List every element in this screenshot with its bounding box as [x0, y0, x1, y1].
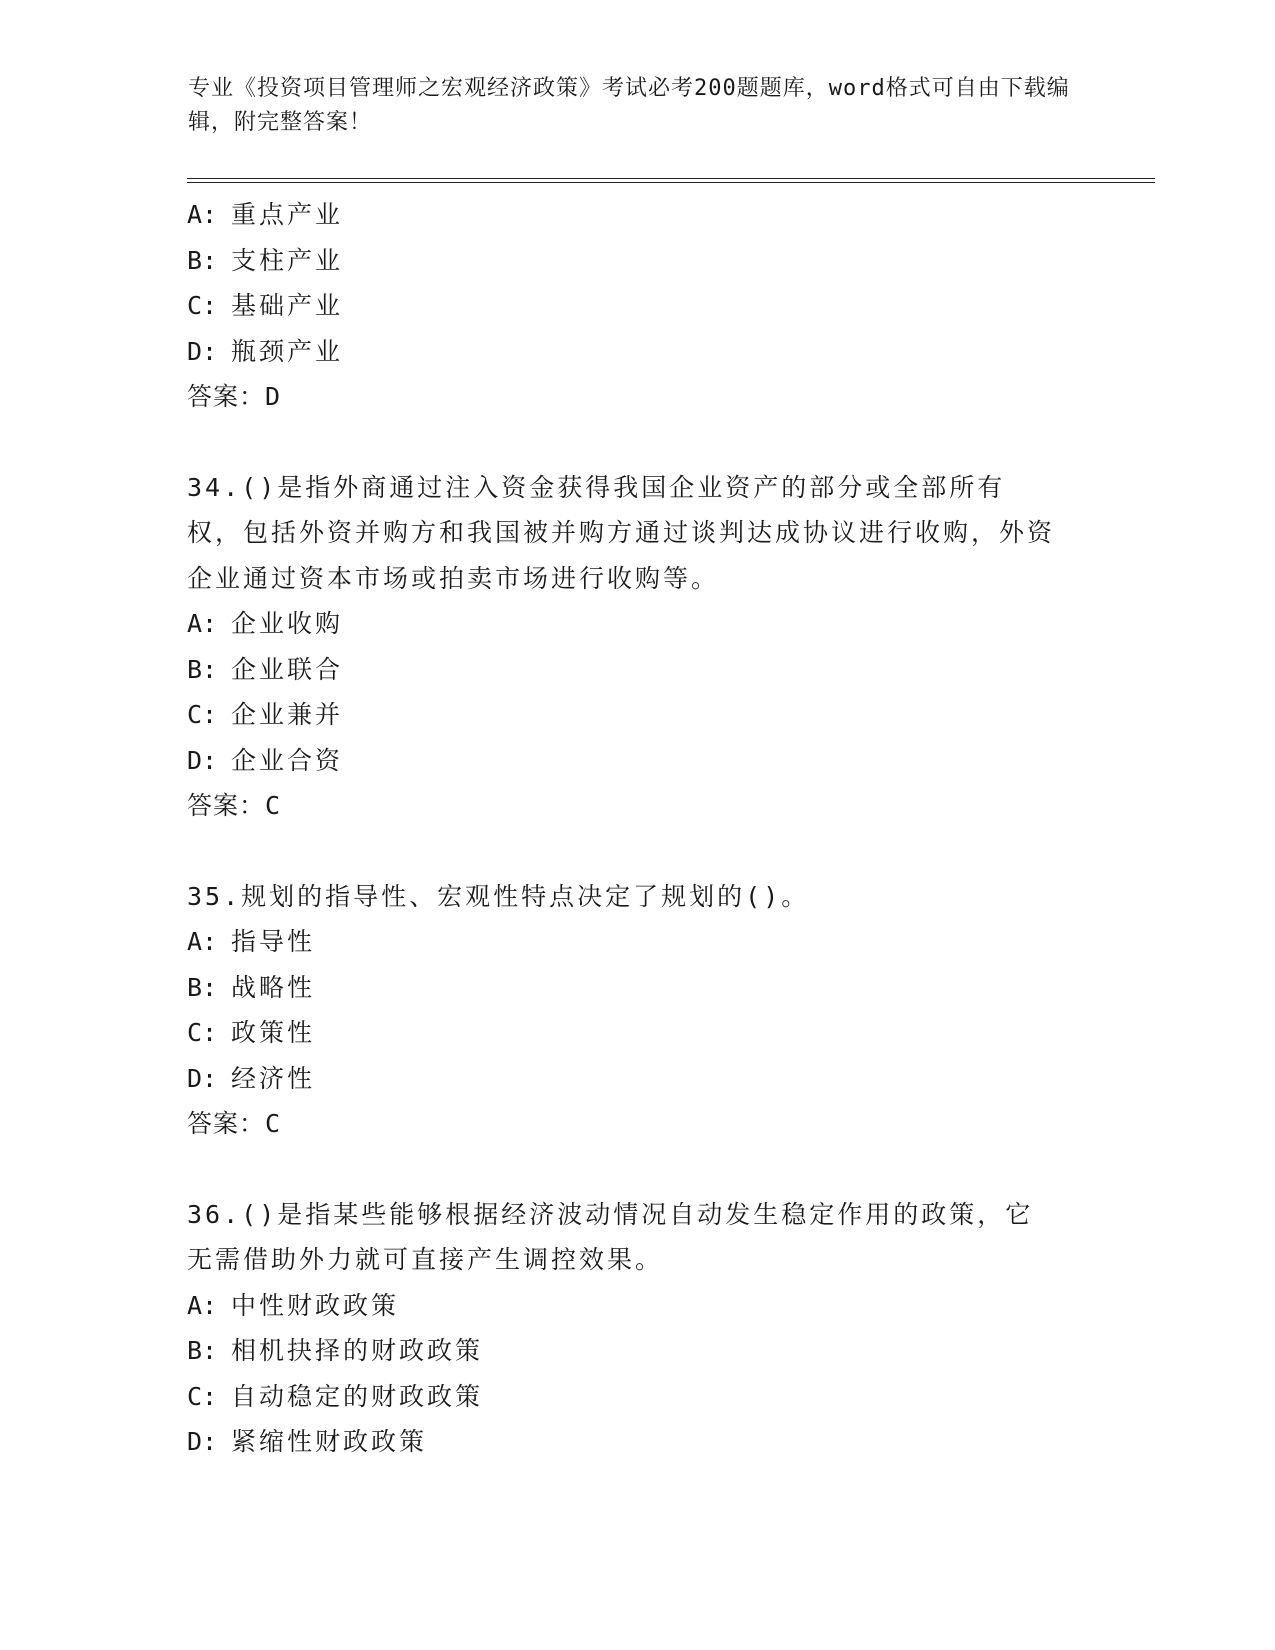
option-letter: B: [187, 654, 218, 684]
option-letter: C: [187, 1018, 218, 1047]
option-text: 企业收购 [231, 609, 344, 638]
question-text: 35.规划的指导性、宏观性特点决定了规划的()。 [187, 881, 810, 911]
option-letter: B: [187, 245, 218, 275]
question-36 [187, 1192, 1087, 1465]
option-c [187, 1374, 1087, 1420]
option-text: 瓶颈产业 [231, 336, 344, 366]
option-a [187, 192, 1087, 238]
option-text: 中性财政政策 [231, 1290, 400, 1320]
option-letter: C: [187, 291, 218, 320]
option-text: 企业兼并 [231, 700, 344, 729]
option-text: 指导性 [231, 927, 316, 956]
answer-line: 答案：C [187, 1109, 282, 1138]
option-text: 基础产业 [231, 291, 344, 320]
option-text: 紧缩性财政政策 [231, 1427, 428, 1456]
option-letter: A: [187, 927, 218, 956]
option-text: 经济性 [231, 1063, 316, 1093]
option-letter: D: [187, 1427, 218, 1456]
answer-line: 答案：C [187, 791, 282, 820]
header-divider [187, 178, 1155, 183]
option-a [187, 919, 1087, 965]
option-b [187, 238, 1087, 284]
option-letter: A: [187, 609, 218, 638]
option-text: 重点产业 [231, 200, 344, 229]
option-b [187, 647, 1087, 693]
option-letter: C: [187, 1381, 218, 1411]
option-c [187, 283, 1087, 329]
option-letter: B: [187, 972, 218, 1002]
page-header: 专业《投资项目管理师之宏观经济政策》考试必考200题题库，word格式可自由下载编辑，附完整答案！ [188, 76, 1070, 135]
option-a [187, 601, 1087, 647]
option-text: 相机抉择的财政政策 [231, 1336, 484, 1365]
option-text: 企业联合 [231, 654, 344, 684]
option-d [187, 738, 1087, 784]
option-text: 战略性 [231, 972, 316, 1002]
answer-line: 答案：D [187, 382, 282, 411]
question-35 [187, 874, 1087, 1147]
option-c [187, 692, 1087, 738]
prev-question-block [187, 192, 1087, 420]
option-letter: D: [187, 336, 218, 366]
option-letter: C: [187, 700, 218, 729]
option-c [187, 1010, 1087, 1056]
question-text: 34.()是指外商通过注入资金获得我国企业资产的部分或全部所有权，包括外资并购方和我国被并购方通过谈判达成协议进行收购，外资企业通过资本市场或拍卖市场进行收购等。 [187, 472, 1056, 593]
option-text: 政策性 [231, 1018, 316, 1047]
option-b [187, 965, 1087, 1011]
question-list [187, 192, 1087, 1465]
option-letter: D: [187, 1063, 218, 1093]
option-a [187, 1283, 1087, 1329]
question-34 [187, 465, 1087, 829]
option-b [187, 1328, 1087, 1374]
option-text: 企业合资 [231, 745, 344, 775]
question-text: 36.()是指某些能够根据经济波动情况自动发生稳定作用的政策，它无需借助外力就可直接产生调控效果。 [187, 1199, 1034, 1274]
option-d [187, 1056, 1087, 1102]
option-d [187, 329, 1087, 375]
option-letter: A: [187, 200, 218, 229]
option-letter: B: [187, 1336, 218, 1365]
option-text: 自动稳定的财政政策 [231, 1381, 484, 1411]
option-letter: D: [187, 745, 218, 775]
option-d [187, 1419, 1087, 1465]
option-text: 支柱产业 [231, 245, 344, 275]
option-letter: A: [187, 1290, 218, 1320]
